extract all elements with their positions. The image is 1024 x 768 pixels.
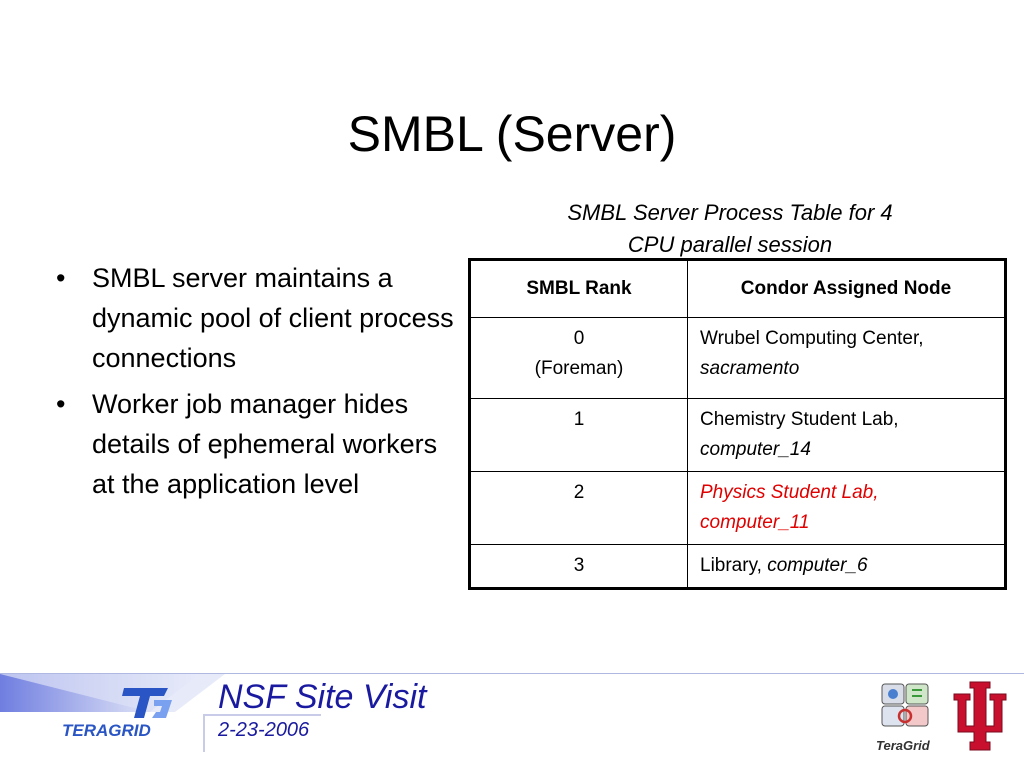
node-cell-highlighted bbox=[688, 472, 1006, 545]
table-row bbox=[470, 399, 1006, 472]
column-header-node: Condor Assigned Node bbox=[688, 260, 1006, 318]
column-header-rank: SMBL Rank bbox=[470, 260, 688, 318]
caption-line: SMBL Server Process Table for 4 bbox=[567, 200, 893, 225]
rank-cell bbox=[470, 318, 688, 399]
host-name: computer_6 bbox=[767, 555, 868, 576]
slide-title: SMBL (Server) bbox=[347, 106, 677, 162]
footer-text bbox=[218, 676, 426, 742]
rank-cell bbox=[470, 472, 688, 545]
caption-line: CPU parallel session bbox=[627, 232, 833, 257]
bullet-item bbox=[52, 258, 457, 378]
node-cell bbox=[688, 399, 1006, 472]
bullet-dot: • bbox=[56, 263, 66, 293]
node-host bbox=[700, 508, 1004, 538]
host-name: sacramento bbox=[700, 358, 800, 379]
footer-title: NSF Site Visit bbox=[218, 678, 427, 716]
footer-divider bbox=[0, 673, 1024, 674]
bullet-item bbox=[52, 384, 457, 504]
table-caption bbox=[480, 197, 980, 261]
table-row bbox=[470, 472, 1006, 545]
teragrid-logo-icon bbox=[60, 684, 190, 744]
bullet-list bbox=[52, 258, 457, 510]
teragrid-mark-text: TeraGrid bbox=[876, 738, 930, 753]
rank-cell bbox=[470, 545, 688, 589]
node-cell bbox=[688, 545, 1006, 589]
node-cell bbox=[688, 318, 1006, 399]
rank-note: (Foreman) bbox=[534, 358, 624, 379]
process-table bbox=[468, 258, 1007, 590]
rank-cell bbox=[470, 399, 688, 472]
bullet-text: Worker job manager hides details of ephemeral workers at the application level bbox=[92, 389, 438, 499]
node-location-text: Physics Student Lab, bbox=[700, 482, 879, 503]
table-row bbox=[470, 545, 1006, 589]
teragrid-logo-text: TERAGRID bbox=[62, 721, 151, 740]
rank-value: 2 bbox=[573, 482, 585, 503]
teragrid-mark-icon bbox=[870, 680, 942, 760]
host-name: computer_11 bbox=[700, 512, 810, 533]
footer-date: 2-23-2006 bbox=[218, 719, 310, 741]
iu-trident-icon bbox=[950, 680, 1010, 754]
node-location: Chemistry Student Lab, bbox=[700, 409, 899, 430]
node-host bbox=[700, 354, 1004, 384]
rank-value: 1 bbox=[573, 409, 585, 430]
node-location: Library, bbox=[700, 555, 762, 576]
host-name: computer_14 bbox=[700, 439, 811, 460]
table-row bbox=[470, 318, 1006, 399]
node-location bbox=[700, 478, 1004, 508]
table-header-row bbox=[470, 260, 1006, 318]
node-host bbox=[700, 435, 1004, 465]
rank-value: 3 bbox=[573, 555, 585, 576]
bullet-text: SMBL server maintains a dynamic pool of client process connections bbox=[92, 263, 454, 373]
bullet-dot: • bbox=[56, 389, 66, 419]
node-location: Wrubel Computing Center, bbox=[700, 328, 924, 349]
rank-value: 0 bbox=[573, 328, 585, 349]
footer-bracket-vertical bbox=[203, 714, 205, 752]
